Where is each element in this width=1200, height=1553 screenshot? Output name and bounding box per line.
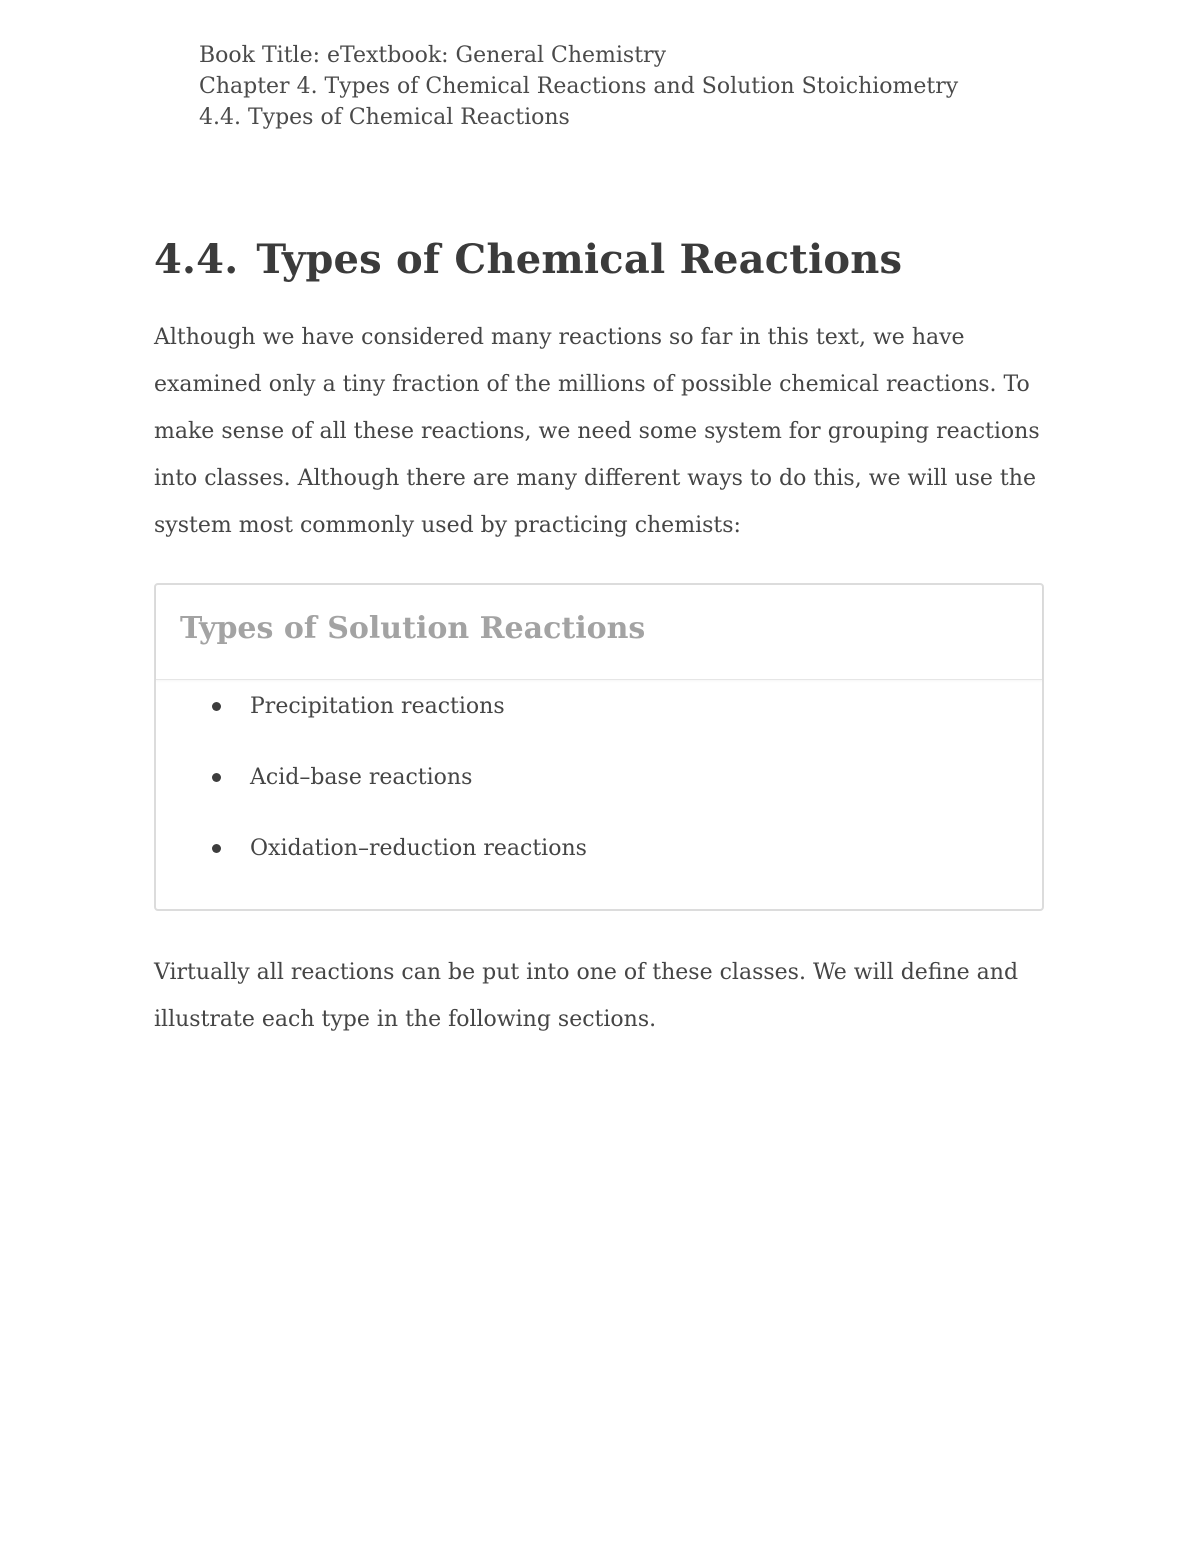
list-item-label: Precipitation reactions (250, 694, 505, 719)
book-title: Book Title: eTextbook: General Chemistry (199, 43, 666, 68)
page-title (154, 236, 902, 283)
chapter-title: Chapter 4. Types of Chemical Reactions and Solution Stoichiometry (199, 74, 959, 99)
list-item-label: Oxidation–reduction reactions (250, 836, 587, 861)
page-title-text: Types of Chemical Reactions (256, 236, 903, 283)
callout-box (154, 583, 1044, 911)
list-item-label: Acid–base reactions (250, 765, 473, 790)
bullet-icon (212, 844, 221, 853)
intro-paragraph: Although we have considered many reactions so far in this text, we have examined only a tiny fraction of the millions of possible chemical reactions. To make sense of all these reactions, we need some system for grouping reactions into classes. Although there are many different ways to do this, we will use the system most commonly used by practicing chemists: (154, 325, 1040, 538)
callout-list (156, 690, 1042, 903)
list-item (156, 690, 1042, 761)
section-title: 4.4. Types of Chemical Reactions (199, 105, 570, 130)
list-item (156, 832, 1042, 903)
list-item (156, 761, 1042, 832)
book-header (199, 40, 958, 133)
callout-title: Types of Solution Reactions (180, 611, 646, 646)
page-title-number: 4.4. (154, 236, 239, 283)
bullet-icon (212, 702, 221, 711)
bullet-icon (212, 773, 221, 782)
closing-paragraph: Virtually all reactions can be put into one of these classes. We will define and illustrate each type in the following sections. (154, 960, 1019, 1032)
callout-header (156, 585, 1042, 680)
